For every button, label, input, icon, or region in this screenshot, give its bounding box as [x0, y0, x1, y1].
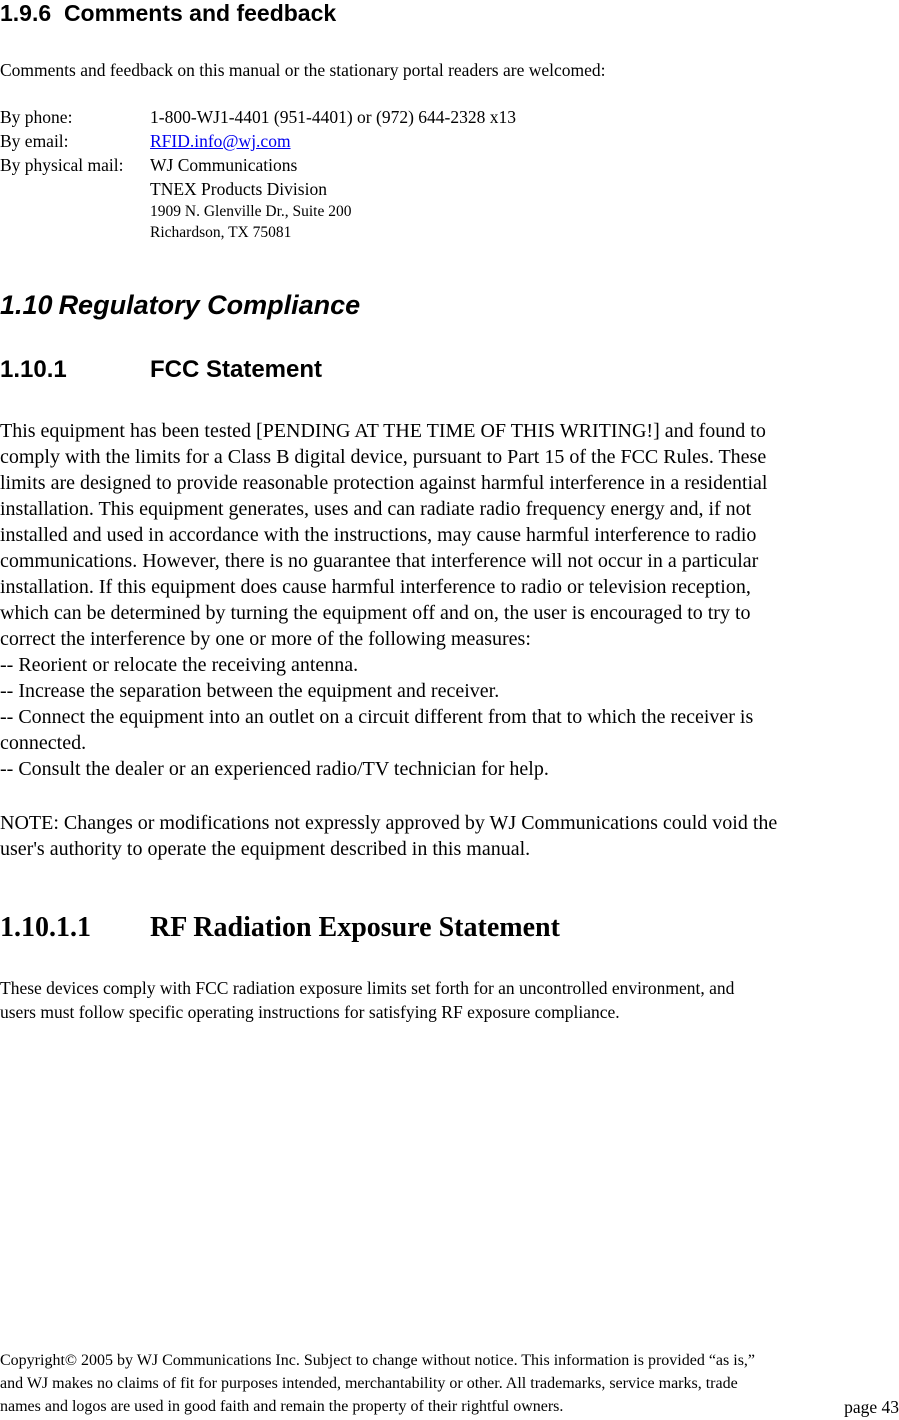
section-title: Comments and feedback [63, 0, 337, 26]
address-line: Richardson, TX 75081 [150, 224, 292, 241]
section-number: 1.10 [0, 290, 53, 320]
body-line: -- Reorient or relocate the receiving antenna. [0, 654, 359, 676]
body-line: This equipment has been tested [PENDING AT THE TIME OF THIS WRITING!] and found to [0, 420, 766, 442]
body-line: comply with the limits for a Class B digital device, pursuant to Part 15 of the FCC Rules. These [0, 446, 767, 468]
body-line: communications. However, there is no guarantee that interference will not occur in a particular [0, 550, 759, 572]
body-line: -- Connect the equipment into an outlet on a circuit different from that to which the receiver is [0, 706, 754, 728]
rf-body-line: users must follow specific operating instructions for satisfying RF exposure compliance. [0, 1002, 620, 1022]
note-line: user's authority to operate the equipment described in this manual. [0, 838, 531, 860]
section-number: 1.9.6 [0, 0, 52, 26]
body-line: connected. [0, 732, 87, 754]
body-line: limits are designed to provide reasonable protection against harmful interference in a residential [0, 472, 768, 494]
section-number: 1.10.1 [0, 356, 67, 383]
body-line: -- Increase the separation between the equipment and receiver. [0, 680, 500, 702]
section-title-fcc: FCC Statement [150, 356, 323, 383]
contact-email-label: By email: [0, 131, 69, 151]
contact-phone-label: By phone: [0, 107, 73, 127]
feedback-intro: Comments and feedback on this manual or the stationary portal readers are welcomed: [0, 60, 606, 80]
note-line: NOTE: Changes or modifications not expressly approved by WJ Communications could void the [0, 812, 778, 834]
contact-mail-label: By physical mail: [0, 155, 124, 175]
section-title-rf: RF Radiation Exposure Statement [150, 912, 560, 943]
section-heading-1-10-1-1 [0, 912, 91, 944]
body-line: which can be determined by turning the equipment off and on, the user is encouraged to try to [0, 602, 751, 624]
contact-phone-value: 1-800-WJ1-4401 (951-4401) or (972) 644-2328 x13 [150, 107, 516, 127]
footer-copyright-line: Copyright© 2005 by WJ Communications Inc. Subject to change without notice. This information is provided “as is,” [0, 1352, 756, 1369]
section-heading-1-10-1 [0, 356, 67, 384]
body-line: -- Consult the dealer or an experienced radio/TV technician for help. [0, 758, 549, 780]
body-line: installation. This equipment generates, uses and can radiate radio frequency energy and, if not [0, 498, 752, 520]
body-line: correct the interference by one or more of the following measures: [0, 628, 531, 650]
contact-mail-value: WJ Communications [150, 155, 298, 175]
footer-copyright-line: names and logos are used in good faith and remain the property of their rightful owners. [0, 1398, 564, 1415]
contact-email-link[interactable]: RFID.info@wj.com [150, 131, 291, 151]
address-line: TNEX Products Division [150, 179, 327, 199]
section-title: Regulatory Compliance [58, 290, 361, 320]
section-heading-1-10 [0, 290, 360, 321]
body-line: installed and used in accordance with the instructions, may cause harmful interference to radio [0, 524, 757, 546]
rf-body-line: These devices comply with FCC radiation exposure limits set forth for an uncontrolled environment, and [0, 978, 735, 998]
body-line: installation. If this equipment does cause harmful interference to radio or television reception, [0, 576, 751, 598]
address-line: 1909 N. Glenville Dr., Suite 200 [150, 203, 352, 220]
section-heading-1-9-6 [0, 0, 336, 27]
section-number: 1.10.1.1 [0, 912, 91, 943]
footer-copyright-line: and WJ makes no claims of fit for purposes intended, merchantability or other. All trademarks, service marks, trade [0, 1375, 738, 1392]
page-number: page 43 [844, 1397, 899, 1417]
